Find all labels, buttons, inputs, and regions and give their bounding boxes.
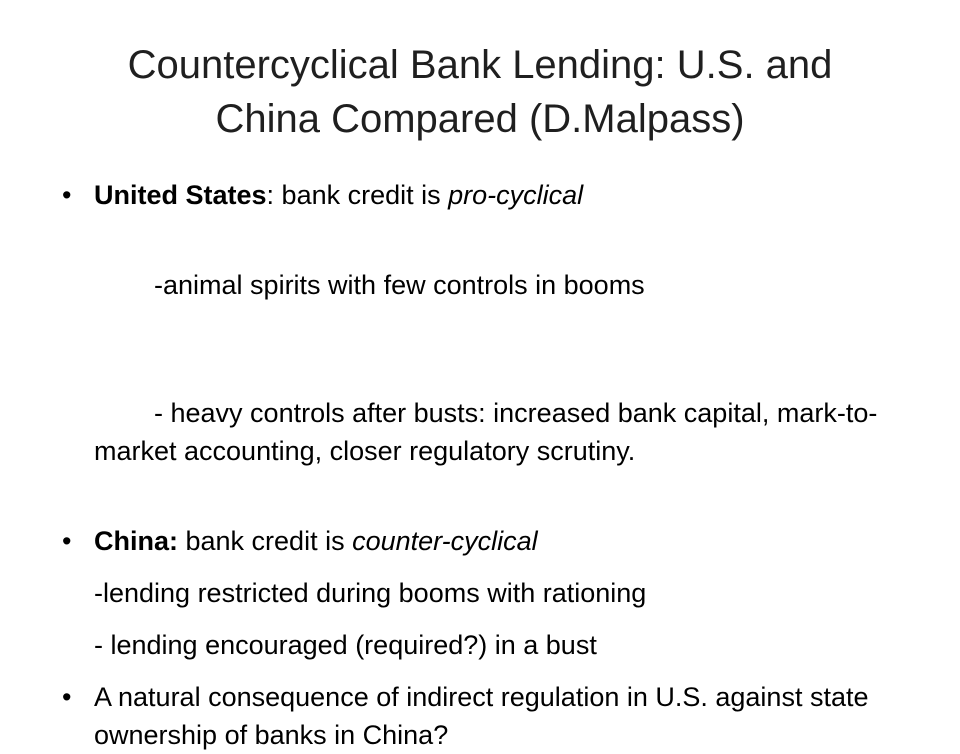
slide-title	[60, 38, 900, 146]
bullet-last	[62, 678, 902, 754]
bullet-dot: •	[62, 682, 72, 712]
us-sub-1	[62, 228, 902, 342]
title-line-2: China Compared (D.Malpass)	[215, 97, 745, 141]
last-text: A natural consequence of indirect regulation in U.S. against state ownership of banks in China?	[94, 682, 869, 750]
bullet-china	[62, 522, 902, 560]
china-sub-2	[62, 626, 902, 664]
china-text: bank credit is	[178, 526, 353, 556]
china-sub-2-text: - lending encouraged (required?) in a bust	[94, 630, 597, 660]
us-sub-2	[62, 356, 902, 508]
bullet-us	[62, 176, 902, 214]
china-sub-1-text: -lending restricted during booms with rationing	[94, 578, 647, 608]
us-sub-1-text: -animal spirits with few controls in booms	[139, 270, 645, 300]
bullet-dot: •	[62, 180, 72, 210]
title-line-1: Countercyclical Bank Lending: U.S. and	[127, 43, 833, 87]
us-emphasis: pro-cyclical	[448, 180, 584, 210]
us-label: United States	[94, 180, 267, 210]
bullet-dot: •	[62, 526, 72, 556]
china-sub-1	[62, 574, 902, 612]
china-label: China:	[94, 526, 178, 556]
us-text: : bank credit is	[266, 180, 449, 210]
china-emphasis: counter-cyclical	[352, 526, 538, 556]
slide-body	[62, 176, 902, 754]
us-sub-2-text: - heavy controls after busts: increased bank capital, mark-to-market accounting, closer regulatory scrutiny.	[94, 398, 878, 466]
